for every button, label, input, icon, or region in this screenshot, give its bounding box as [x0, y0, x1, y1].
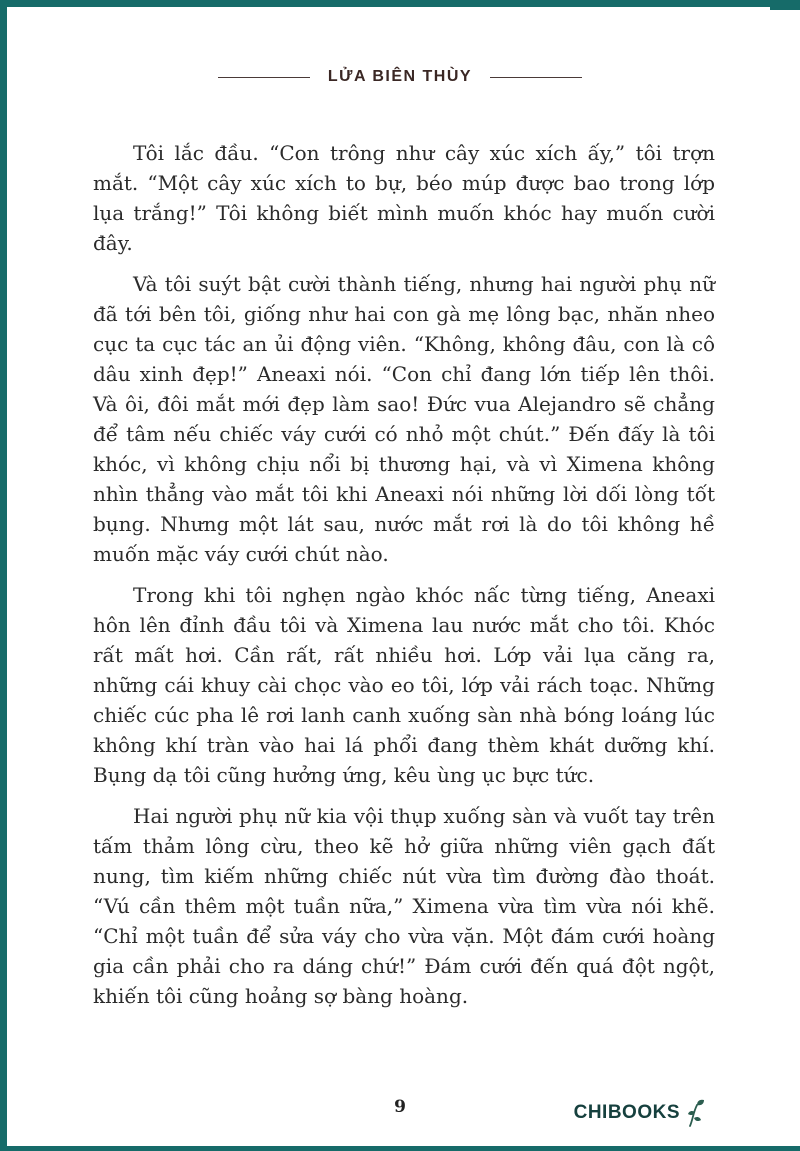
page-border-left — [0, 0, 7, 1151]
body-text — [93, 138, 715, 1022]
paragraph: Tôi lắc đầu. “Con trông như cây xúc xích ấy,” tôi trợn mắt. “Một cây xúc xích to bự, béo múp được bao trong lớp lụa trắng!” Tôi không biết mình muốn khóc hay muốn cười đây. — [93, 141, 715, 255]
page-number: 9 — [394, 1097, 406, 1117]
page-header — [0, 68, 800, 86]
publisher-logo-text: CHIBOOKS — [573, 1102, 680, 1123]
leaf-sprout-icon — [682, 1099, 708, 1127]
paragraph: Trong khi tôi nghẹn ngào khóc nấc từng tiếng, Aneaxi hôn lên đỉnh đầu tôi và Ximena lau nước mắt cho tôi. Khóc rất mất hơi. Cần rất, rất nhiều hơi. Lớp vải lụa căng ra, những cái khuy cài chọc vào eo tôi, lớp vải rách toạc. Những chiếc cúc pha lê rơi lanh canh xuống sàn nhà bóng loáng lúc không khí tràn vào hai lá phổi đang thèm khát dưỡng khí. Bụng dạ tôi cũng hưởng ứng, kêu ùng ục bực tức. — [93, 583, 715, 787]
header-rule-left — [218, 77, 310, 78]
paragraph: Và tôi suýt bật cười thành tiếng, nhưng hai người phụ nữ đã tới bên tôi, giống như hai con gà mẹ lông bạc, nhăn nheo cục ta cục tác an ủi động viên. “Không, không đâu, con là cô dâu xinh đẹp!” Aneaxi nói. “Con chỉ đang lớn tiếp lên thôi. Và ôi, đôi mắt mới đẹp làm sao! Đức vua Alejandro sẽ chẳng để tâm nếu chiếc váy cưới có nhỏ một chút.” Đến đấy là tôi khóc, vì không chịu nổi bị thương hại, và vì Ximena không nhìn thẳng vào mắt tôi khi Aneaxi nói những lời dối lòng tốt bụng. Nhưng một lát sau, nước mắt rơi là do tôi không hề muốn mặc váy cưới chút nào. — [93, 272, 715, 566]
page-border-corner-right — [770, 0, 800, 10]
publisher-logo — [574, 1099, 708, 1127]
scan-tint-overlay — [7, 560, 67, 1081]
paragraph: Hai người phụ nữ kia vội thụp xuống sàn và vuốt tay trên tấm thảm lông cừu, theo kẽ hở giữa những viên gạch đất nung, tìm kiếm những chiếc nút vừa tìm đường đào thoát. “Vú cần thêm một tuần nữa,” Ximena vừa tìm vừa nói khẽ. “Chỉ một tuần để sửa váy cho vừa vặn. Một đám cưới hoàng gia cần phải cho ra dáng chứ!” Đám cưới đến quá đột ngột, khiến tôi cũng hoảng sợ bàng hoàng. — [93, 804, 715, 1008]
page-border-bottom — [0, 1146, 800, 1151]
running-head-title: LỬA BIÊN THÙY — [327, 68, 473, 85]
header-rule-right — [490, 77, 582, 78]
page-border-top — [0, 0, 800, 7]
